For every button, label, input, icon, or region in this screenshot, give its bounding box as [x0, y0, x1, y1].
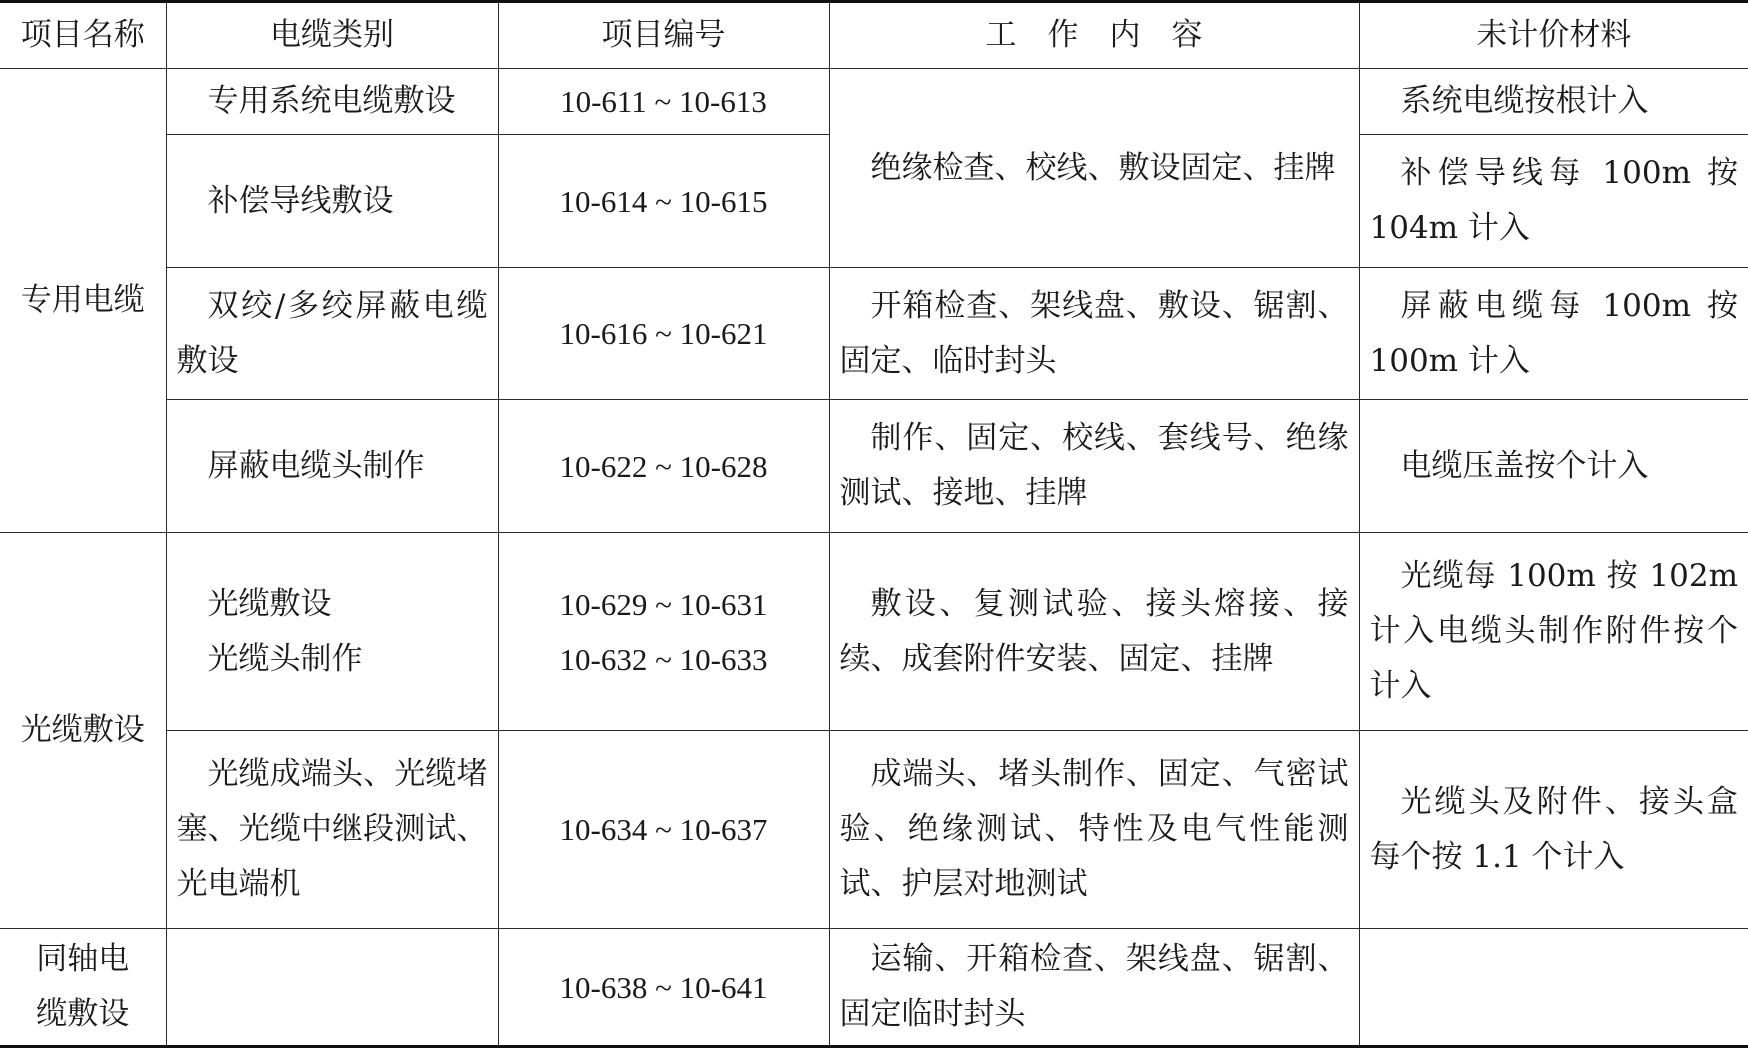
work-content-cell: 运输、开箱检查、架线盘、锯割、固定临时封头 — [829, 929, 1359, 1047]
table-row — [0, 268, 1748, 400]
item-number-cell: 10-614 ~ 10-615 — [498, 135, 829, 268]
item-number-cell: 10-638 ~ 10-641 — [498, 929, 829, 1047]
cable-category-cell: 专用系统电缆敷设 — [166, 69, 498, 135]
unpriced-material-cell: 电缆压盖按个计入 — [1359, 400, 1748, 533]
unpriced-material-cell: 补偿导线每 100m 按 104m 计入 — [1359, 135, 1748, 268]
item-number-cell — [498, 533, 829, 731]
table-header-row — [0, 2, 1748, 69]
table-row — [0, 731, 1748, 929]
work-content-cell: 敷设、复测试验、接头熔接、接续、成套附件安装、固定、挂牌 — [829, 533, 1359, 731]
cable-category-cell: 补偿导线敷设 — [166, 135, 498, 268]
cable-category-cell: 双绞/多绞屏蔽电缆敷设 — [166, 268, 498, 400]
header-cable-category: 电缆类别 — [166, 2, 498, 69]
header-project-name: 项目名称 — [0, 2, 166, 69]
unpriced-material-cell: 光缆头及附件、接头盒每个按 1.1 个计入 — [1359, 731, 1748, 929]
unpriced-material-cell: 屏蔽电缆每 100m 按 100m 计入 — [1359, 268, 1748, 400]
header-item-number: 项目编号 — [498, 2, 829, 69]
work-content-cell: 开箱检查、架线盘、敷设、锯割、固定、临时封头 — [829, 268, 1359, 400]
item-number-cell: 10-634 ~ 10-637 — [498, 731, 829, 929]
item-number-line: 10-632 ~ 10-633 — [559, 641, 768, 677]
table-row — [0, 400, 1748, 533]
item-number-cell: 10-616 ~ 10-621 — [498, 268, 829, 400]
unpriced-material-cell: 光缆每 100m 按 102m 计入电缆头制作附件按个计入 — [1359, 533, 1748, 731]
cable-category-line: 光缆头制作 — [207, 640, 363, 677]
unpriced-material-cell — [1359, 929, 1748, 1047]
unpriced-material-cell: 系统电缆按根计入 — [1359, 69, 1748, 135]
group-name-dedicated-cable: 专用电缆 — [0, 69, 166, 533]
work-content-cell: 制作、固定、校线、套线号、绝缘测试、接地、挂牌 — [829, 400, 1359, 533]
cable-category-cell — [166, 929, 498, 1047]
cable-category-line: 光缆敷设 — [207, 585, 332, 622]
table-row — [0, 69, 1748, 135]
header-work-content: 工 作 内 容 — [829, 2, 1359, 69]
table-row — [0, 533, 1748, 731]
work-content-cell: 绝缘检查、校线、敷设固定、挂牌 — [829, 69, 1359, 268]
cable-category-cell — [166, 533, 498, 731]
group-name-optical-cable: 光缆敷设 — [0, 533, 166, 929]
item-number-cell: 10-622 ~ 10-628 — [498, 400, 829, 533]
header-unpriced-material: 未计价材料 — [1359, 2, 1748, 69]
group-name-coaxial-cable: 同轴电缆敷设 — [0, 929, 166, 1047]
item-number-line: 10-629 ~ 10-631 — [559, 586, 768, 622]
cable-category-cell: 光缆成端头、光缆堵塞、光缆中继段测试、光电端机 — [166, 731, 498, 929]
cable-category-cell: 屏蔽电缆头制作 — [166, 400, 498, 533]
table-row — [0, 929, 1748, 1047]
work-content-cell: 成端头、堵头制作、固定、气密试验、绝缘测试、特性及电气性能测试、护层对地测试 — [829, 731, 1359, 929]
item-number-cell: 10-611 ~ 10-613 — [498, 69, 829, 135]
